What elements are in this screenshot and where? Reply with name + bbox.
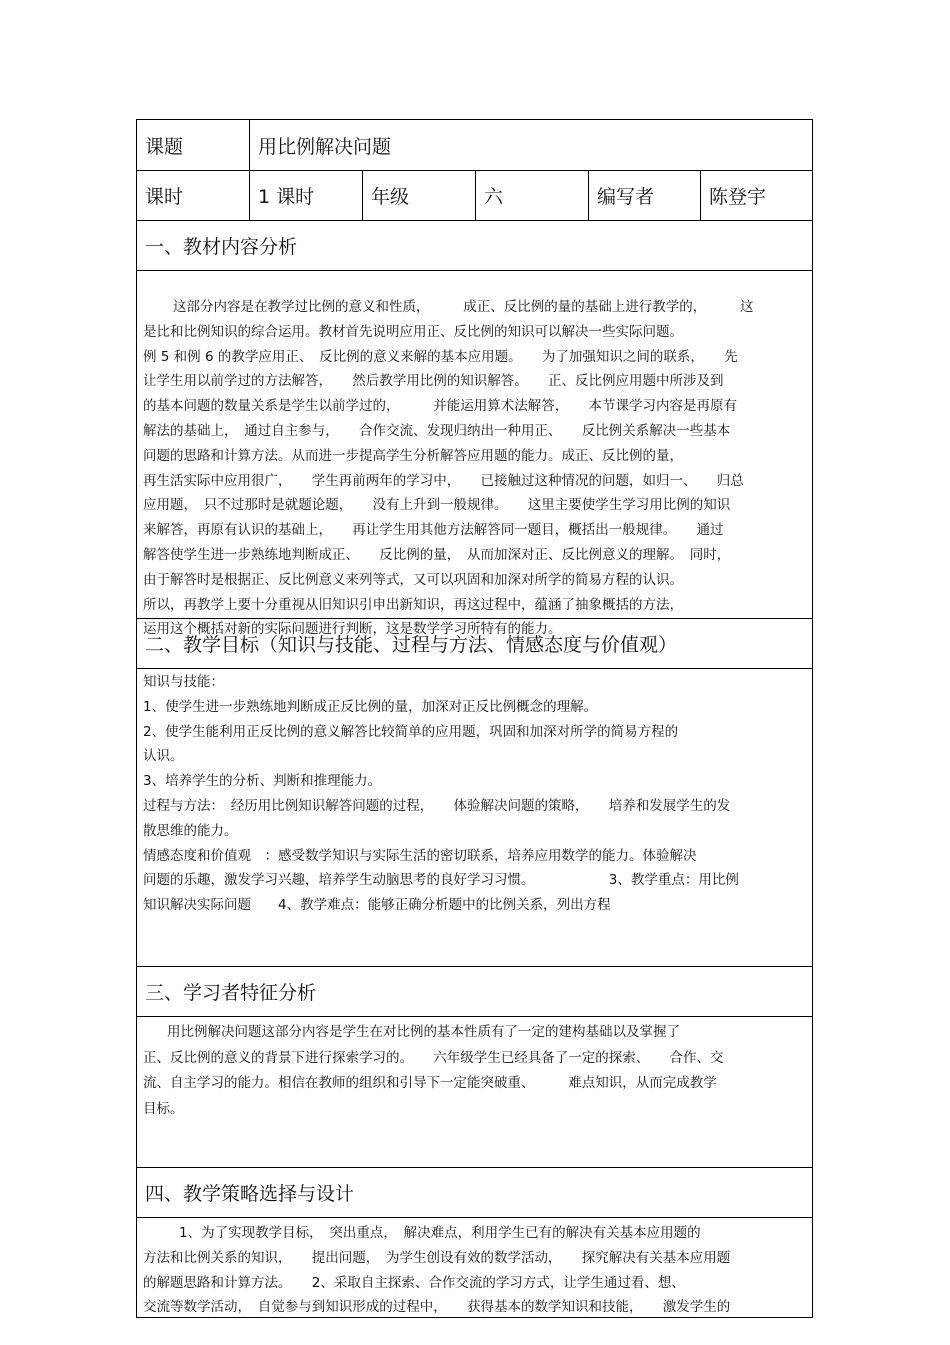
text-line: 来解答，再原有认识的基础上， 再让学生用其他方法解答同一题目，概括出一般规律。 通过 — [143, 522, 724, 539]
text-line: 是比和比例知识的综合运用。教材首先说明应用正、反比例的知识可以解决一些实际问题。 — [143, 323, 683, 340]
text-line: 正、反比例的意义的背景下进行探索学习的。 六年级学生已经具备了一定的探索、 合作、交 — [143, 1049, 724, 1066]
section-body-teaching-strategy — [137, 1218, 812, 1318]
text-line: 运用这个概括对新的实际问题进行判断，这是数学学习所特有的能力。 — [143, 621, 562, 638]
text-line: 交流等数学活动， 自觉参与到知识形成的过程中， 获得基本的数学知识和技能， 激发学生的 — [143, 1299, 731, 1316]
text-line: 2、使学生能利用正反比例的意义解答比较简单的应用题，巩固和加深对所学的简易方程的 — [143, 723, 679, 740]
section-body-learner-analysis — [137, 1017, 812, 1168]
text-line: 1、使学生进一步熟练地判断成正反比例的量，加深对正反比例概念的理解。 — [143, 698, 598, 715]
text-line: 知识解决实际问题 4、教学难点：能够正确分析题中的比例关系，列出方程 — [143, 897, 611, 914]
text-line: 目标。 — [143, 1100, 184, 1117]
text-line: 散思维的能力。 — [143, 822, 238, 839]
text-line: 由于解答时是根据正、反比例意义来列等式，又可以巩固和加深对所学的简易方程的认识。 — [143, 571, 683, 588]
text-line: 1、为了实现教学目标， 突出重点， 解决难点，利用学生已有的解决有关基本应用题的 — [179, 1225, 701, 1241]
grade-value: 六 — [476, 171, 589, 220]
grade-label: 年级 — [363, 171, 476, 220]
text-line: 问题的乐趣，激发学习兴趣，培养学生动脑思考的良好学习习惯。 3、教学重点：用比例 — [143, 872, 739, 889]
text-line: 的解题思路和计算方法。 2、采取自主探索、合作交流的学习方式，让学生通过看、想、 — [143, 1274, 685, 1291]
text-line: 方法和比例关系的知识， 提出问题， 为学生创设有效的数学活动， 探究解决有关基本应用题 — [143, 1249, 731, 1266]
topic-value: 用比例解决问题 — [258, 135, 392, 158]
text-line: 问题的思路和计算方法。从而进一步提高学生分析解答应用题的能力。成正、反比例的量， — [143, 447, 683, 464]
text-line: 让学生用以前学过的方法解答， 然后教学用比例的知识解答。 正、反比例应用题中所涉及到 — [143, 373, 724, 390]
section-body-content-analysis — [137, 271, 812, 638]
text-line: 3、培养学生的分析、判断和推理能力。 — [143, 773, 382, 790]
period-label: 课时 — [137, 171, 250, 220]
section-body-teaching-goals — [137, 669, 812, 967]
text-line: 用比例解决问题这部分内容是学生在对比例的基本性质有了一定的建构基础以及掌握了 — [167, 1024, 680, 1040]
topic-label: 课题 — [137, 120, 250, 170]
section-title-teaching-goals: 二、教学目标（知识与技能、过程与方法、情感态度与价值观） — [137, 619, 812, 669]
text-line: 流、自主学习的能力。相信在教师的组织和引导下一定能突破重、 难点知识，从而完成教学 — [143, 1075, 717, 1091]
text-line: 解答使学生进一步熟练地判断成正、 反比例的量， 从而加深对正、反比例意义的理解。 同时， — [143, 546, 731, 563]
text-line: 情感态度和价值观 ：感受数学知识与实际生活的密切联系，培养应用数学的能力。体验解决 — [143, 847, 697, 864]
section-title-content-analysis: 一、教材内容分析 — [137, 221, 812, 271]
text-line: 解法的基础上， 通过自主参与， 合作交流、发现归纳出一种用正、 反比例关系解决一些基本 — [143, 422, 731, 439]
section-title-teaching-strategy: 四、教学策略选择与设计 — [137, 1168, 812, 1218]
text-line: 知识与技能： — [143, 674, 224, 690]
text-line: 认识。 — [143, 748, 184, 765]
text-line: 再生活实际中应用很广， 学生再前两年的学习中， 已接触过这种情况的问题，如归一、 归总 — [143, 472, 744, 489]
text-line: 过程与方法： 经历用比例知识解答问题的过程， 体验解决问题的策略， 培养和发展学生的发 — [143, 797, 731, 814]
text-line: 这部分内容是在教学过比例的意义和性质， 成正、反比例的量的基础上进行教学的， 这 — [173, 299, 754, 315]
text-line: 所以，再教学上要十分重视从旧知识引申出新知识，再这过程中，蕴涵了抽象概括的方法， — [143, 596, 683, 613]
text-line: 的基本问题的数量关系是学生以前学过的， 并能运用算术法解答， 本节课学习内容是再原有 — [143, 398, 737, 415]
section-title-learner-analysis: 三、学习者特征分析 — [137, 967, 812, 1017]
topic-row — [137, 120, 812, 171]
author-label: 编写者 — [589, 171, 701, 220]
text-line: 例 5 和例 6 的教学应用正、 反比例的意义来解的基本应用题。 为了加强知识之间的联系， 先 — [143, 348, 738, 365]
lesson-plan-table — [136, 119, 813, 1318]
text-line: 应用题， 只不过那时是就题论题， 没有上升到一般规律。 这里主要使学生学习用比例的知识 — [143, 497, 731, 514]
author-value: 陈登宇 — [709, 186, 767, 208]
period-value: 1 课时 — [250, 171, 363, 220]
period-row — [137, 171, 812, 221]
